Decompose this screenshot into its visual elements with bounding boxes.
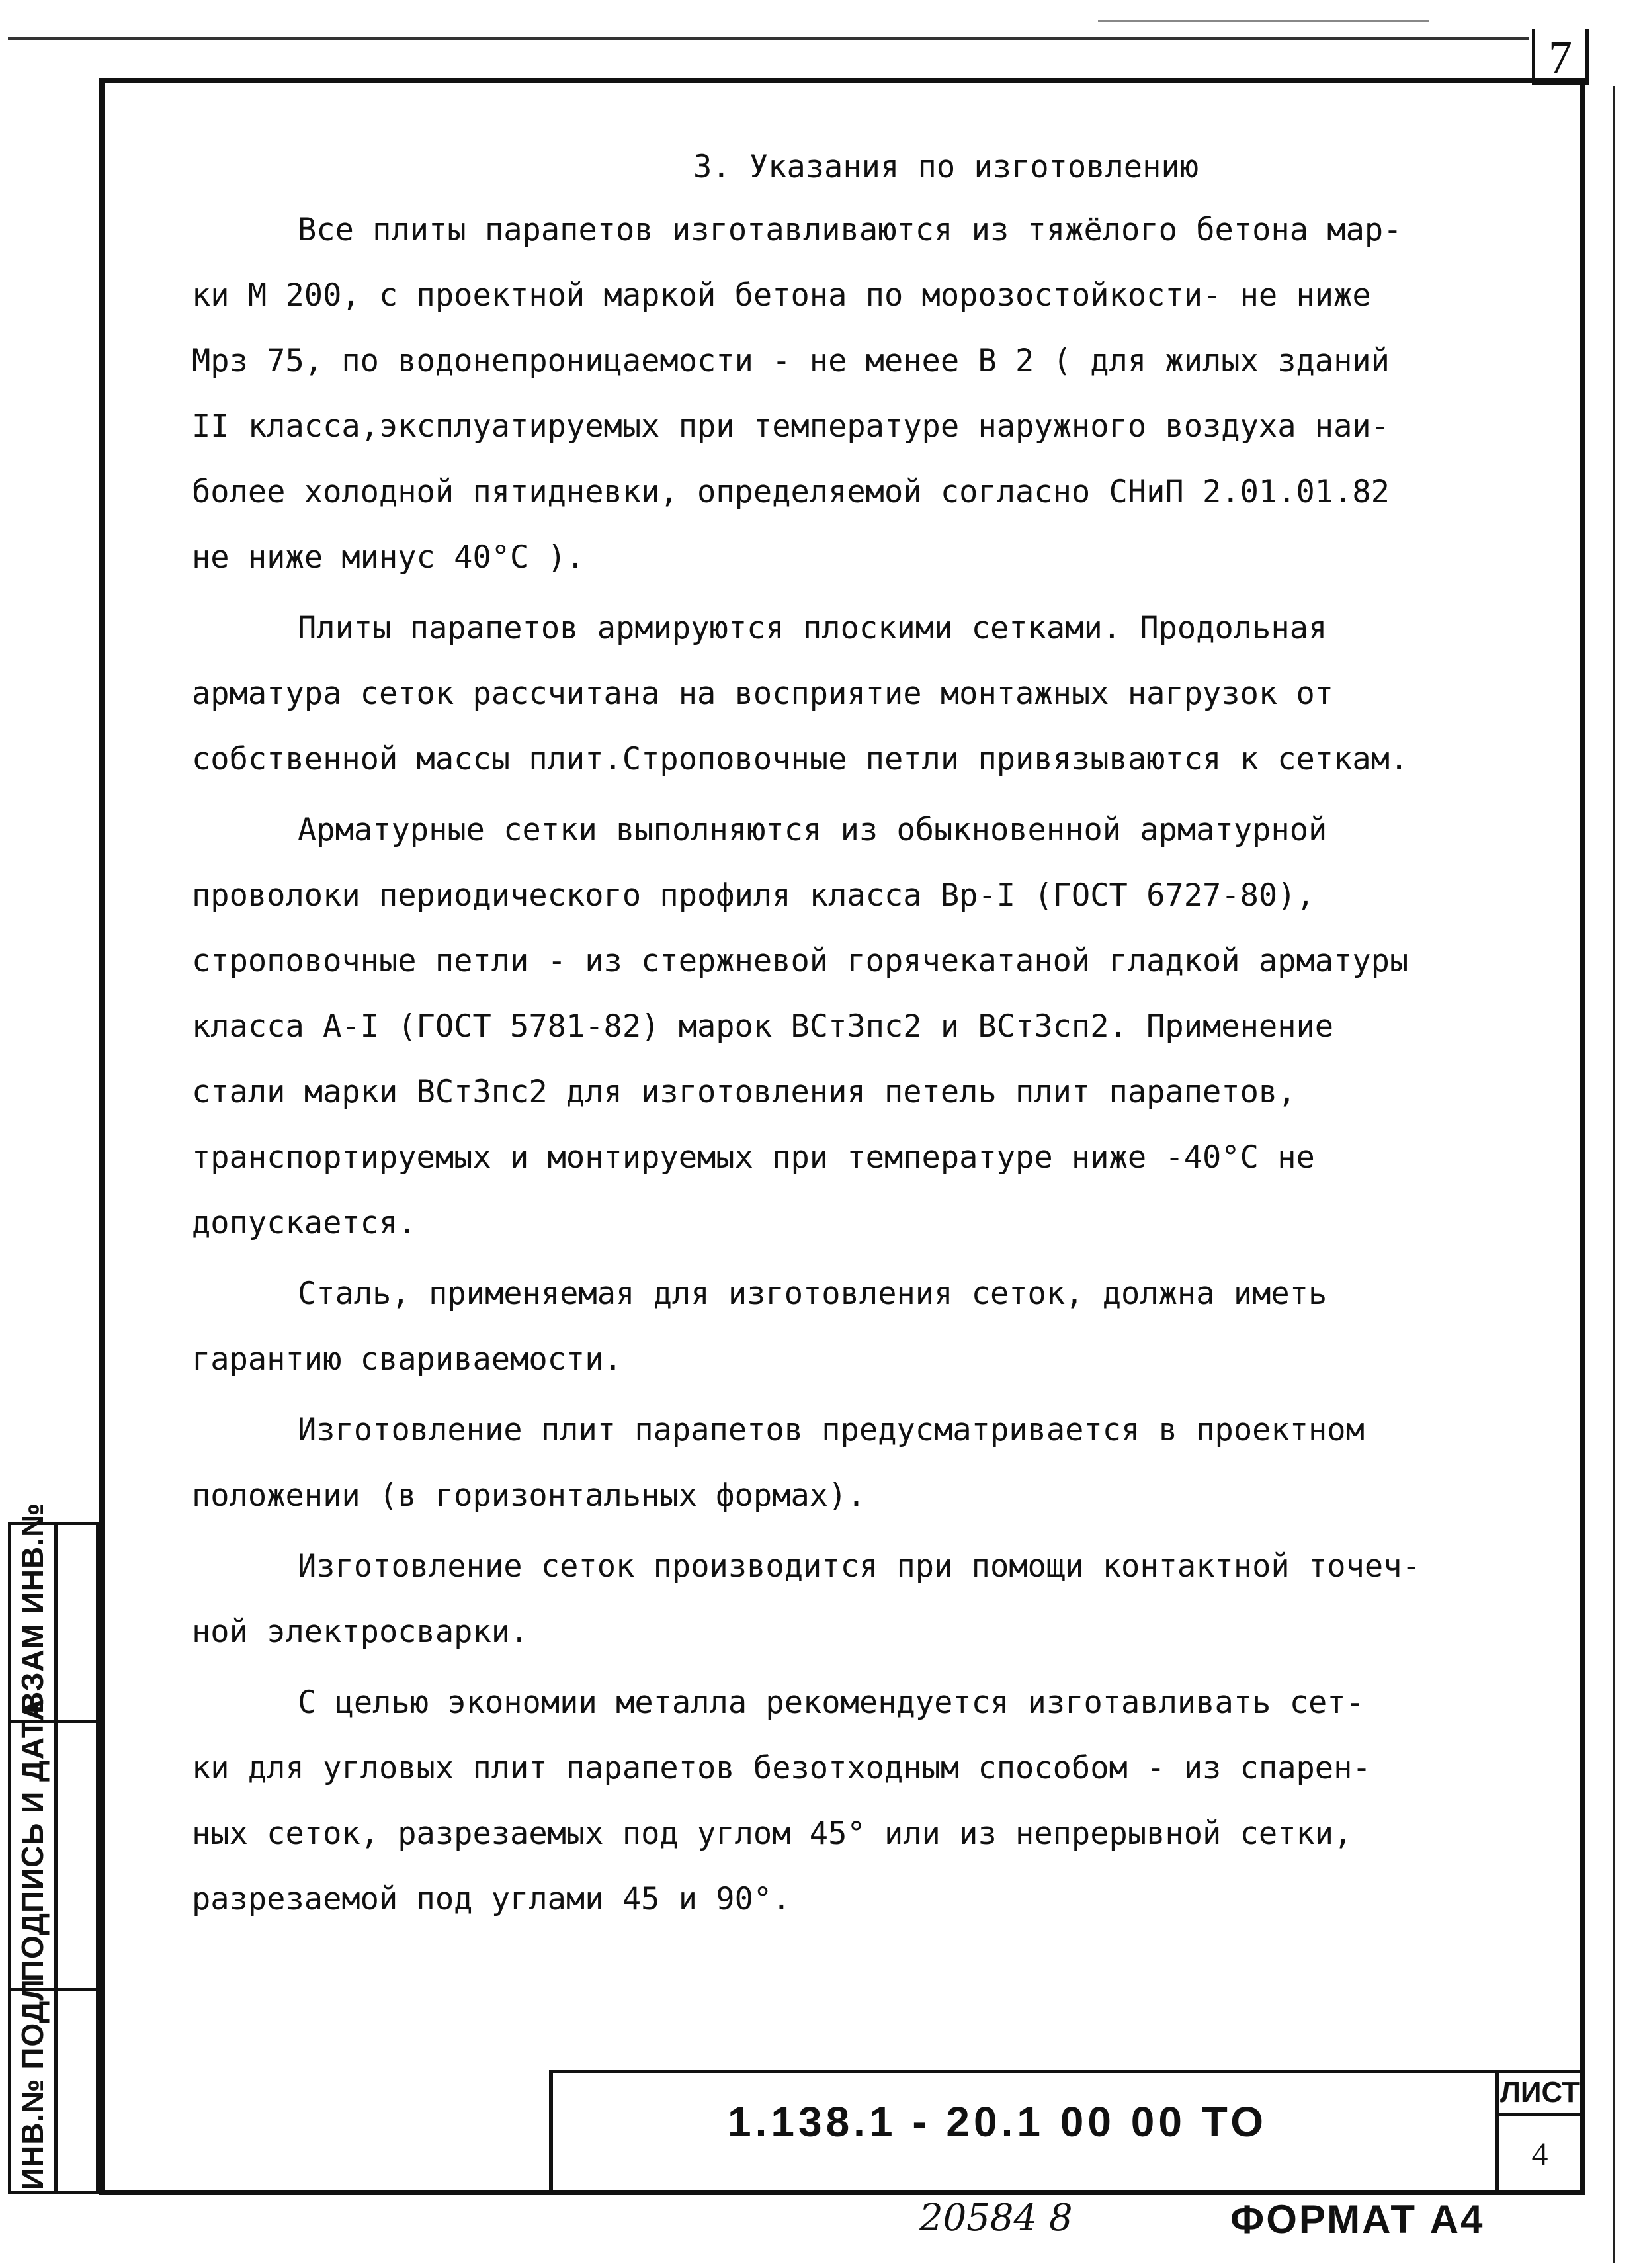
frame-right [1580, 78, 1585, 2195]
top-border-line [8, 37, 1529, 40]
top-faint-line [1098, 20, 1429, 22]
paragraphs [192, 197, 1568, 1932]
paragraph [192, 197, 1568, 590]
section-heading: 3. Указания по изготовлению [693, 149, 1199, 185]
text-line: разрезаемой под углами 45 и 90°. [192, 1881, 791, 1917]
paragraph [192, 1261, 1568, 1392]
text-line: более холодной пятидневки, определяемой согласно СНиП 2.01.01.82 [192, 474, 1390, 510]
paragraph [192, 797, 1568, 1256]
side-label-signature-date: ПОДПИСЬ И ДАТА [15, 1698, 50, 1982]
text-line: допускается. [192, 1205, 417, 1241]
sheet-label: ЛИСТ [1499, 2073, 1581, 2116]
text-line: ки для угловых плит парапетов безотходным способом - из спарен- [192, 1750, 1371, 1786]
page-number: 7 [1532, 29, 1589, 85]
text-line: арматура сеток рассчитана на восприятие монтажных нагрузок от [192, 676, 1334, 712]
frame-right-outer [1613, 86, 1615, 2263]
handwritten-number: 20584 8 [919, 2197, 1073, 2240]
text-line: не ниже минус 40°С ). [192, 539, 585, 576]
text-line: Все плиты парапетов изготавливаются из тяжёлого бетона мар- [298, 212, 1402, 248]
side-label-inv-original: ИНВ.№ ПОДЛ [15, 1978, 50, 2190]
text-line: гарантию свариваемости. [192, 1341, 622, 1377]
side-strip-divider [54, 1522, 58, 2194]
paragraph [192, 1534, 1568, 1665]
text-line: положении (в горизонтальных формах). [192, 1477, 866, 1514]
paragraph [192, 1670, 1568, 1932]
document-code: 1.138.1 - 20.1 00 00 ТО [728, 2098, 1267, 2146]
sheet-number: 4 [1531, 2135, 1548, 2172]
text-line: ки М 200, с проектной маркой бетона по морозостойкости- не ниже [192, 277, 1371, 314]
text-line: ной электросварки. [192, 1614, 529, 1650]
frame-left [99, 78, 105, 2195]
text-line: транспортируемых и монтируемых при температуре ниже -40°С не [192, 1139, 1315, 1176]
text-line: класса А-I (ГОСТ 5781-82) марок ВСт3пс2 и ВСт3сп2. Применение [192, 1008, 1334, 1045]
paragraph [192, 595, 1568, 792]
text-line: ных сеток, разрезаемых под углом 45° или из непрерывной сетки, [192, 1815, 1353, 1852]
text-line: Плиты парапетов армируются плоскими сетками. Продольная [298, 610, 1327, 646]
text-line: II класса,эксплуатируемых при температуре наружного воздуха наи- [192, 408, 1390, 445]
text-line: Изготовление плит парапетов предусматривается в проектном [298, 1412, 1365, 1448]
text-line: Изготовление сеток производится при помощи контактной точеч- [298, 1548, 1421, 1585]
text-line: собственной массы плит.Строповочные петли привязываются к сеткам. [192, 741, 1409, 777]
text-line: проволоки периодического профиля класса Вр-I (ГОСТ 6727-80), [192, 877, 1315, 914]
document-body [192, 149, 1568, 1937]
text-line: Арматурные сетки выполняются из обыкновенной арматурной [298, 812, 1327, 848]
text-line: С целью экономии металла рекомендуется изготавливать сет- [298, 1684, 1365, 1721]
text-line: строповочные петли - из стержневой горячекатаной гладкой арматуры [192, 943, 1409, 979]
paragraph [192, 1397, 1568, 1528]
frame-top [99, 78, 1585, 83]
format-label: ФОРМАТ А4 [1230, 2197, 1485, 2242]
side-label-replace-inv: ВЗАМ ИНВ.№ [15, 1502, 50, 1714]
text-line: стали марки ВСт3пс2 для изготовления петель плит парапетов, [192, 1074, 1296, 1110]
text-line: Мрз 75, по водонепроницаемости - не менее В 2 ( для жилых зданий [192, 343, 1390, 379]
text-line: Сталь, применяемая для изготовления сеток, должна иметь [298, 1276, 1327, 1312]
